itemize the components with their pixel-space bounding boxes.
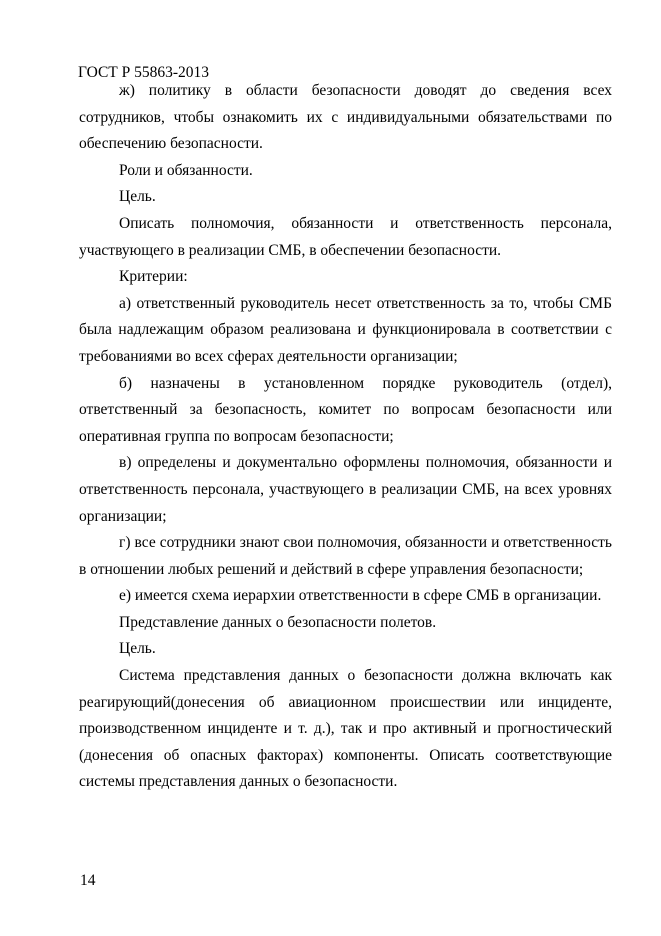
paragraph-criteria-label: Критерии: xyxy=(119,268,188,286)
paragraph-policy-communication: ж) политику в области безопасности доводят до сведения всех сотрудников, чтобы ознакомить их с индивидуальными обязательствами по обеспечению безопасности. xyxy=(79,82,612,153)
paragraph-criterion-e: е) имеется схема иерархии ответственности в сфере СМБ в организации. xyxy=(119,587,602,605)
paragraph-roles-heading: Роли и обязанности. xyxy=(119,161,253,179)
paragraph-reporting-description: Система представления данных о безопасности должна включать как реагирующий(донесения об авиационном происшествии или инциденте, производственном инциденте и т. д.), так и про активный и прогностический (донесения об опасных факторах) компоненты. Описать соответствующие системы представления данных о безопасности. xyxy=(79,667,612,791)
document-code-header: ГОСТ Р 55863-2013 xyxy=(78,64,210,81)
paragraph-criterion-b: б) назначены в установленном порядке руководитель (отдел), ответственный за безопасность, комитет по вопросам безопасности или оперативная группа по вопросам безопасности; xyxy=(79,374,612,445)
paragraph-goal-description: Описать полномочия, обязанности и ответственность персонала, участвующего в реализации СМБ, в обеспечении безопасности. xyxy=(79,214,612,259)
paragraph-criterion-g: г) все сотрудники знают свои полномочия, обязанности и ответственность в отношении любых решений и действий в сфере управления безопасности; xyxy=(79,534,612,578)
document-body xyxy=(79,78,612,796)
paragraph-reporting-heading: Представление данных о безопасности полетов. xyxy=(119,613,437,631)
paragraph-goal-label-2: Цель. xyxy=(119,640,156,658)
paragraph-criterion-a: а) ответственный руководитель несет ответственность за то, чтобы СМБ была надлежащим образом реализована и функционировала в соответствии с требованиями во всех сферах деятельности организации; xyxy=(79,294,612,365)
paragraph-goal-label: Цель. xyxy=(119,188,156,206)
page-number: 14 xyxy=(80,872,96,889)
paragraph-criterion-v: в) определены и документально оформлены полномочия, обязанности и ответственность персонала, участвующего в реализации СМБ, на всех уровнях организации; xyxy=(79,454,612,525)
